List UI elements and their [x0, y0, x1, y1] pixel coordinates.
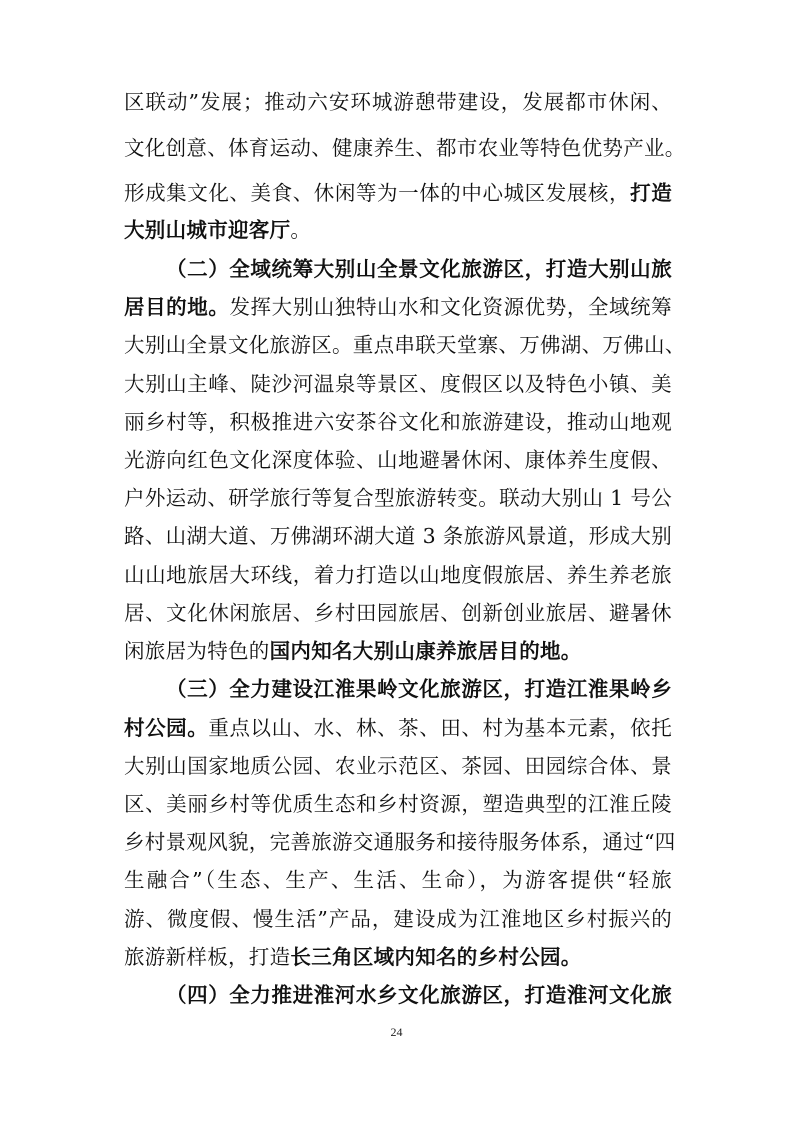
section-2-heading-line-1 — [166, 254, 672, 284]
section-2-line-3 — [124, 330, 686, 360]
text-run: 发挥大别山独特山水和文化资源优势，全域统筹 — [229, 295, 672, 319]
text-run: 路、山湖大道、万佛湖环湖大道 3 条旅游风景道，形成大别 — [124, 524, 672, 548]
section-heading-end: 村公园。 — [124, 716, 209, 740]
section-heading: （二）全域统筹大别山全景文化旅游区，打造大别山旅 — [166, 257, 672, 281]
section-2-line-8 — [124, 521, 672, 551]
section-2-line-5 — [124, 407, 672, 437]
section-heading: （四）全力推进淮河水乡文化旅游区，打造淮河文化旅 — [166, 983, 672, 1007]
text-run: 形成集文化、美食、休闲等为一体的中心城区发展核， — [124, 181, 631, 205]
section-2-line-9 — [124, 560, 672, 590]
text-run: 大别山主峰、陡沙河温泉等景区、度假区以及特色小镇、美 — [124, 372, 672, 396]
text-run: 山山地旅居大环线，着力打造以山地度假旅居、养生养老旅 — [124, 563, 672, 587]
bold-run: 打造 — [630, 181, 672, 205]
text-run: 闲旅居为特色的 — [124, 639, 270, 663]
section-4-heading-line-1 — [166, 980, 672, 1010]
paragraph-1-line-4 — [124, 215, 672, 245]
text-run: 旅游新样板，打造 — [124, 945, 291, 969]
text-run: 光游向红色文化深度体验、山地避暑休闲、康体养生度假、 — [124, 448, 672, 472]
text-run: 户外运动、研学旅行等复合型旅游转变。联动大别山 1 号公 — [124, 486, 672, 510]
page-number: 24 — [390, 1025, 403, 1039]
section-3-line-7 — [124, 904, 672, 934]
text-run: 文化创意、体育运动、健康养生、都市农业等特色优势产业。 — [124, 136, 686, 160]
bold-run: 国内知名大别山康养旅居目的地。 — [269, 639, 582, 663]
section-3-line-5 — [124, 827, 676, 857]
text-run: 游、微度假、慢生活”产品，建设成为江淮地区乡村振兴的 — [124, 907, 672, 931]
text-run: 重点以山、水、林、茶、田、村为基本元素，依托 — [208, 716, 672, 740]
section-2-line-4 — [124, 369, 672, 399]
text-run: 区联动”发展；推动六安环城游憩带建设，发展都市休闲、 — [124, 90, 672, 114]
section-2-line-7 — [124, 483, 672, 513]
text-run: 大别山国家地质公园、农业示范区、茶园、田园综合体、景 — [124, 754, 672, 778]
section-3-line-4 — [124, 789, 672, 819]
section-heading-end: 居目的地。 — [124, 295, 230, 319]
paragraph-1-line-2 — [124, 133, 686, 163]
section-3-line-8 — [124, 942, 672, 972]
text-run: 生融合”（生态、生产、生活、生命），为游客提供“轻旅 — [124, 868, 672, 892]
section-heading: （三）全力建设江淮果岭文化旅游区，打造江淮果岭乡 — [166, 677, 672, 701]
text-run: 大别山全景文化旅游区。重点串联天堂寨、万佛湖、万佛山、 — [124, 333, 686, 357]
text-run: 区、美丽乡村等优质生态和乡村资源，塑造典型的江淮丘陵 — [124, 792, 672, 816]
section-2-line-11 — [124, 636, 672, 666]
section-3-line-2 — [124, 713, 672, 743]
section-2-line-10 — [124, 598, 672, 628]
paragraph-1-line-1 — [124, 87, 672, 117]
section-3-heading-line-1 — [166, 674, 672, 704]
section-3-line-3 — [124, 751, 672, 781]
bold-run: 大别山城市迎客厅 — [124, 218, 291, 242]
paragraph-1-line-3 — [124, 178, 672, 208]
section-3-line-6 — [124, 865, 672, 895]
text-run: 。 — [290, 218, 312, 242]
text-run: 丽乡村等，积极推进六安茶谷文化和旅游建设，推动山地观 — [124, 410, 672, 434]
bold-run: 长三角区域内知名的乡村公园。 — [290, 945, 582, 969]
text-run: 乡村景观风貌，完善旅游交通服务和接待服务体系，通过“四 — [124, 830, 676, 854]
section-2-line-6 — [124, 445, 672, 475]
section-2-line-2 — [124, 292, 672, 322]
text-run: 居、文化休闲旅居、乡村田园旅居、创新创业旅居、避暑休 — [124, 601, 672, 625]
